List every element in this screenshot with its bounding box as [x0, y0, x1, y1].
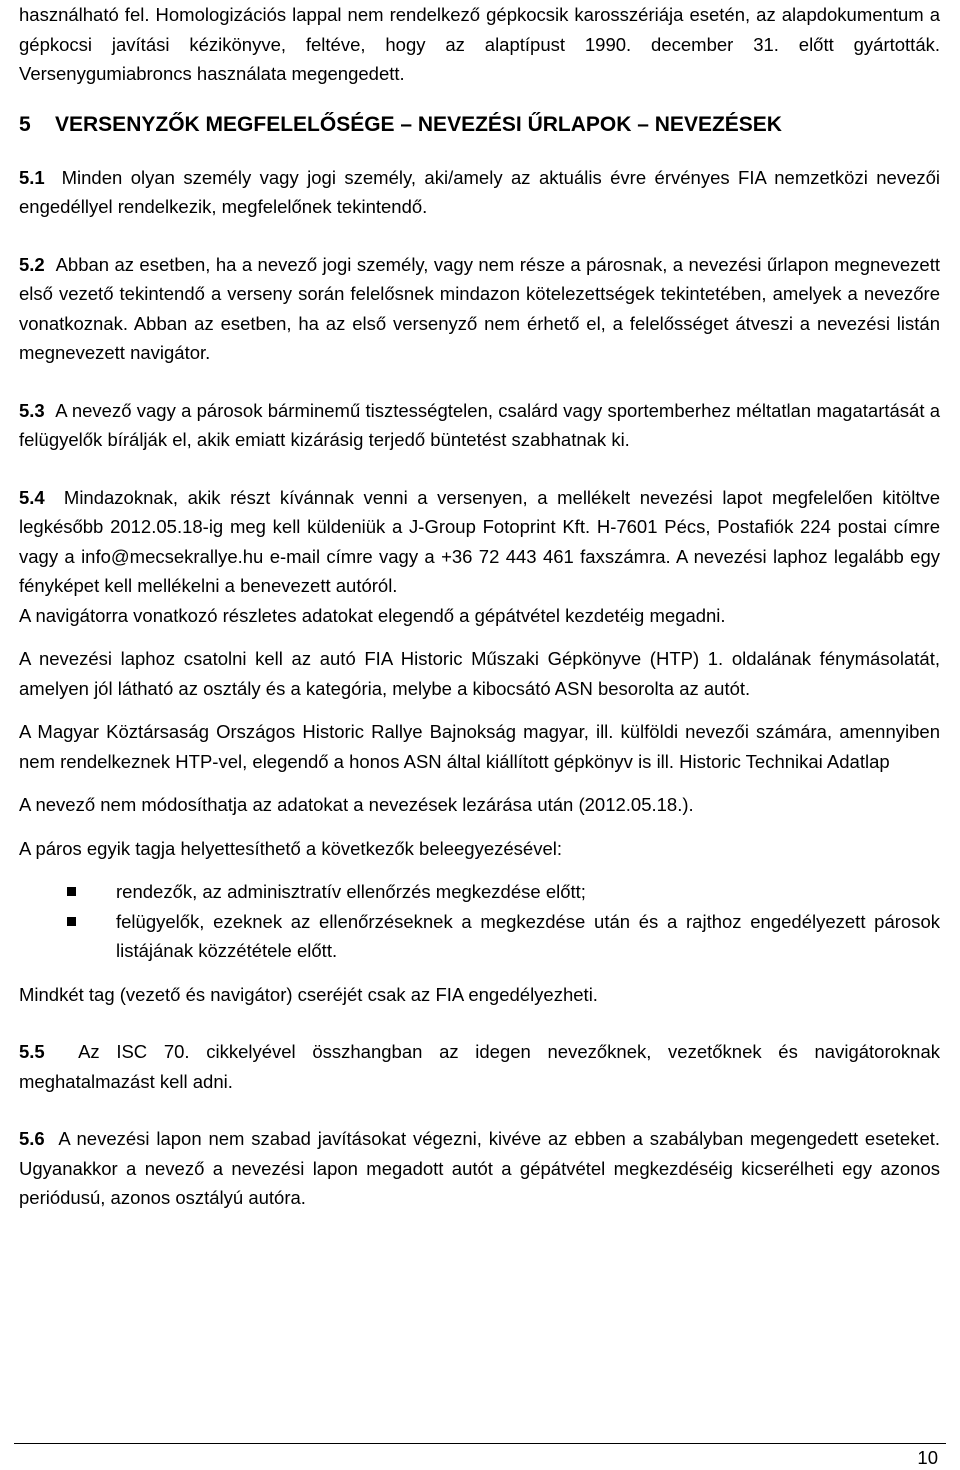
- footer-divider: [14, 1443, 946, 1444]
- championship-paragraph: A Magyar Köztársaság Országos Historic Rallye Bajnokság magyar, ill. külföldi nevezői számára, amennyiben nem rendelkeznek HTP-vel, elegendő a honos ASN által kiállított gépkönyv is ill. Historic Technikai Adatlap: [19, 721, 940, 772]
- paragraph-number: 5.6: [19, 1128, 45, 1149]
- section-title: VERSENYZŐK MEGFELELŐSÉGE – NEVEZÉSI ŰRLAPOK – NEVEZÉSEK: [55, 112, 782, 136]
- replace-intro-paragraph: A páros egyik tagja helyettesíthető a következők beleegyezésével:: [19, 837, 563, 859]
- square-bullet-icon: [67, 887, 76, 896]
- intro-paragraph: használható fel. Homologizációs lappal nem rendelkező gépkocsik karosszériája esetén, az alapdokumentum a gépkocsi javítási kézikönyve, feltéve, hogy az alaptípust 1990. december 31. előtt gyártották. Versenygumiabroncs használata megengedett.: [19, 4, 940, 84]
- paragraph-text: Abban az esetben, ha a nevező jogi személy, vagy nem része a párosnak, a nevezési űrlapon megnevezett első vezető tekintendő a verseny során felelősnek mindazon kötelezettségek tekintetében, amelyek a nevezőre vonatkoznak. Abban az esetben, ha az első versenyző nem érhető el, a felelősséget átveszi a nevezési listán megnevezett navigátor.: [19, 253, 940, 363]
- both-replace-paragraph: Mindkét tag (vezető és navigátor) cseréjét csak az FIA engedélyezheti.: [19, 983, 598, 1005]
- navigator-data-paragraph: A navigátorra vonatkozó részletes adatokat elegendő a gépátvétel kezdetéig megadni.: [19, 604, 726, 626]
- paragraph-5-6: [19, 1124, 940, 1213]
- paragraph-text: A nevezési lapon nem szabad javításokat végezni, kivéve az ebben a szabályban megengedett eseteket. Ugyanakkor a nevező a nevezési lapon megadott autót a gépátvétel megkezdéséig kicserélheti egy azonos periódusú, azonos osztályú autóra.: [19, 1128, 941, 1208]
- paragraph-5-1: [19, 163, 940, 222]
- section-heading: [19, 110, 940, 140]
- list-item-text: rendezők, az adminisztratív ellenőrzés megkezdése előtt;: [116, 881, 586, 902]
- replacement-list: [19, 877, 940, 966]
- paragraph-text: Minden olyan személy vagy jogi személy, aki/amely az aktuális évre érvényes FIA nemzetközi nevezői engedéllyel rendelkezik, megfelelőnek tekintendő.: [19, 166, 941, 217]
- paragraph-text: Mindazoknak, akik részt kívánnak venni a versenyen, a mellékelt nevezési lapot megfelelően kitöltve legkésőbb 2012.05.18-ig meg kell küldeniük a J-Group Fotoprint Kft. H-7601 Pécs, Postafiók 224 postai címre vagy a info@mecsekrallye.hu e-mail címre vagy a +36 72 443 461 faxszámra. A nevezési laphoz legalább egy fényképet kell mellékelni a benevezett autóról.: [19, 486, 940, 596]
- page-number: 10: [917, 1447, 938, 1468]
- paragraph-text: Az ISC 70. cikkelyével összhangban az idegen nevezőknek, vezetőknek és navigátoroknak meghatalmazást kell adni.: [19, 1041, 940, 1092]
- paragraph-number: 5.3: [19, 399, 45, 421]
- list-item-text: felügyelők, ezeknek az ellenőrzéseknek a megkezdése után és a rajthoz engedélyezett párosok listájának közzététele előtt.: [116, 910, 940, 961]
- square-bullet-icon: [67, 917, 76, 926]
- paragraph-5-2: [19, 250, 940, 368]
- list-item: [19, 907, 940, 966]
- paragraph-5-5: [19, 1037, 940, 1096]
- section-number: 5: [19, 112, 31, 136]
- paragraph-number: 5.2: [19, 253, 45, 275]
- paragraph-number: 5.5: [19, 1041, 45, 1062]
- paragraph-5-3: [19, 396, 940, 455]
- list-item: [19, 877, 940, 907]
- paragraph-5-4: [19, 483, 940, 601]
- paragraph-text: A nevező vagy a párosok bárminemű tisztességtelen, csalárd vagy sportemberhez méltatlan magatartását a felügyelők bírálják el, akik emiatt kizárásig terjedő büntetést szabhatnak ki.: [19, 399, 941, 450]
- htp-paragraph: A nevezési laphoz csatolni kell az autó FIA Historic Műszaki Gépkönyve (HTP) 1. oldalának fénymásolatát, amelyen jól látható az osztály és a kategória, melybe a kibocsátó ASN besorolta az autót.: [19, 648, 940, 699]
- no-modify-paragraph: A nevező nem módosíthatja az adatokat a nevezések lezárása után (2012.05.18.).: [19, 794, 694, 815]
- document-page: [19, 0, 940, 1213]
- paragraph-number: 5.4: [19, 486, 45, 508]
- paragraph-number: 5.1: [19, 166, 45, 188]
